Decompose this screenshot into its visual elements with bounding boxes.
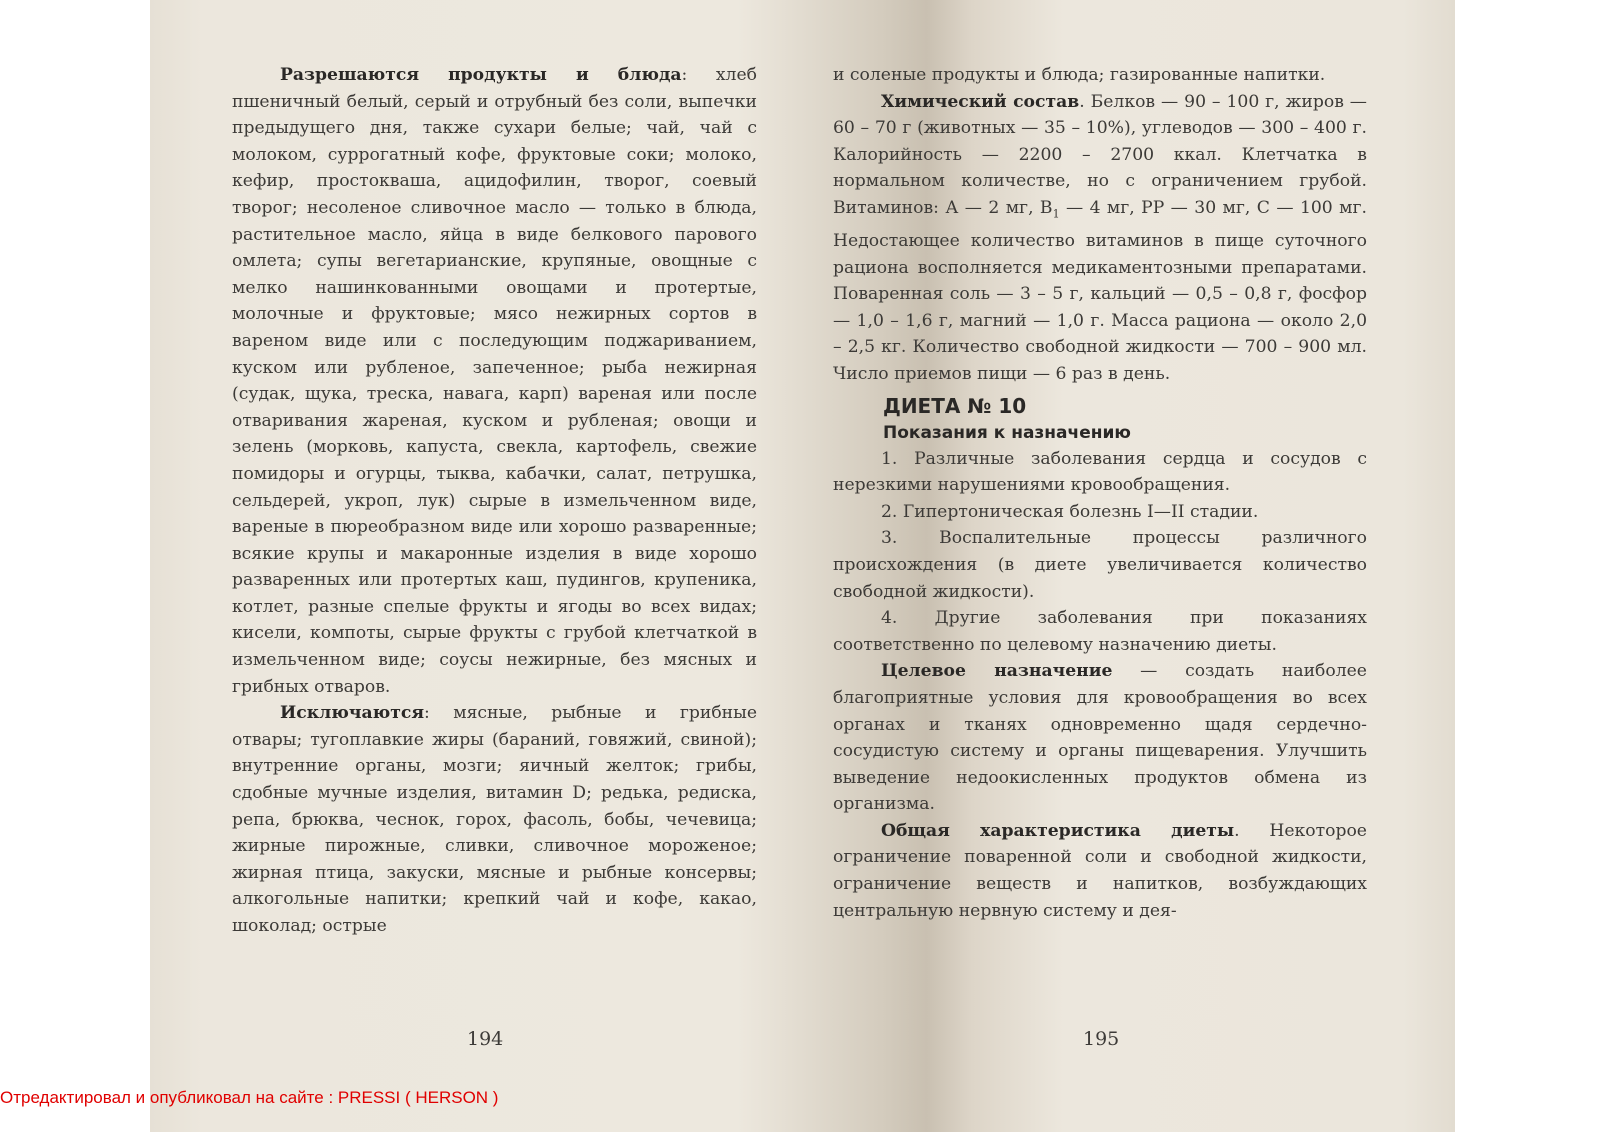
- general-heading: Общая характеристика диеты: [881, 820, 1235, 841]
- excluded-paragraph: [232, 700, 757, 939]
- page-number-right: 195: [1083, 1028, 1120, 1050]
- indication-item-2: 2. Гипертоническая болезнь I—II стадии.: [881, 501, 1259, 522]
- purpose-paragraph: [833, 658, 1367, 818]
- chemical-composition-heading: Химический состав: [881, 91, 1080, 112]
- chemical-composition-text-b: — 4 мг, РР — 30 мг, С — 100 мг. Недостающее количество витаминов в пище суточного рациона восполняется медикаментозными препаратами. Поваренная соль — 3 – 5 г, кальций — 0,5 – 0,8 г, фосфор — 1,0 – 1,6 г, магний — 1,0 г. Масса рациона — около 2,0 – 2,5 кг. Количество свободной жидкости — 700 – 900 мл. Число приемов пищи — 6 раз в день.: [833, 197, 1367, 384]
- general-paragraph: [833, 818, 1367, 924]
- purpose-heading: Целевое назначение: [881, 661, 1113, 682]
- general-text: . Некоторое ограничение поваренной соли и свободной жидкости, ограничение веществ и напитков, возбуждающих центральную нервную систему и дея-: [833, 820, 1367, 921]
- excluded-heading: Исключаются: [280, 703, 425, 724]
- allowed-text: : хлеб пшеничный белый, серый и отрубный без соли, выпечки предыдущего дня, также сухари белые; чай, чай с молоком, суррогатный кофе, фруктовые соки; молоко, кефир, простокваша, ацидофилин, творог, соевый творог; несоленое сливочное масло — только в блюда, растительное масло, яйца в виде белкового парового омлета; супы вегетарианские, крупяные, овощные с мелко нашинкованными овощами и протертые, молочные и фруктовые; мясо нежирных сортов в вареном виде или с последующим поджариванием, куском или рубленое, запеченное; рыба нежирная (судак, щука, треска, навага, карп) вареная или после отваривания жареная, куском и рубленая; овощи и зелень (морковь, капуста, свекла, картофель, свежие помидоры и огурцы, тыква, кабачки, салат, петрушка, сельдерей, укроп, лук) сырые в измельченном виде, вареные в пюреобразном виде или хорошо разваренные; всякие крупы и макаронные изделия в виде хорошо разваренных или протертых каш, пудингов, крупеника, котлет, разные спелые фрукты и ягоды во всех видах; кисели, компоты, сырые фрукты с грубой клетчаткой в измельченном виде; соусы нежирные, без мясных и грибных отваров.: [232, 65, 757, 697]
- excluded-text: : мясные, рыбные и грибные отвары; тугоплавкие жиры (бараний, говяжий, свиной); внутренние органы, мозги; яичный желток; грибы, сдобные мучные изделия, витамин D; редька, редиска, репа, брюква, чеснок, горох, фасоль, бобы, чечевица; жирные пирожные, сливки, сливочное мороженое; жирная птица, закуски, мясные и рыбные консервы; алкогольные напитки; крепкий чай и кофе, какао, шоколад; острые: [232, 703, 757, 936]
- indication-item-3: 3. Воспалительные процессы различного происхождения (в диете увеличивается количество свободной жидкости).: [833, 528, 1367, 602]
- indications-title: Показания к назначению: [883, 422, 1131, 443]
- chemical-composition-text-a: . Белков — 90 – 100 г, жиров — 60 – 70 г (животных — 35 – 10%), углеводов — 300 – 400 г. Калорийность — 2200 – 2700 ккал. Клетчатка в нормальном количестве, но с ограничением грубой. Витаминов: А — 2 мг, В: [833, 91, 1367, 218]
- vitamin-subscript: 1: [1052, 207, 1060, 221]
- allowed-heading: Разрешаются продукты и блюда: [280, 65, 682, 85]
- purpose-text: — создать наиболее благоприятные условия для кровообращения во всех органах и тканях одновременно щадя сердечно-сосудистую систему и органы пищеварения. Улучшить выведение недоокисленных продуктов обмена из организма.: [833, 661, 1367, 815]
- diet-title: ДИЕТА № 10: [883, 393, 1027, 418]
- publisher-credit: Отредактировал и опубликовал на сайте : PRESSI ( HERSON ): [0, 1088, 499, 1107]
- allowed-paragraph: [232, 62, 757, 700]
- continued-paragraph: и соленые продукты и блюда; газированные напитки.: [833, 65, 1326, 85]
- chemical-composition-paragraph: [833, 89, 1367, 388]
- left-page: [150, 0, 800, 1132]
- book-spread: [150, 0, 1455, 1132]
- page-number-left: 194: [467, 1028, 504, 1050]
- indication-item-4: 4. Другие заболевания при показаниях соответственно по целевому назначению диеты.: [833, 608, 1367, 655]
- indication-item-1: 1. Различные заболевания сердца и сосудов с нерезкими нарушениями кровообращения.: [833, 448, 1367, 496]
- right-page: [800, 0, 1455, 1132]
- left-page-text: [232, 62, 757, 940]
- right-page-text: [833, 62, 1367, 924]
